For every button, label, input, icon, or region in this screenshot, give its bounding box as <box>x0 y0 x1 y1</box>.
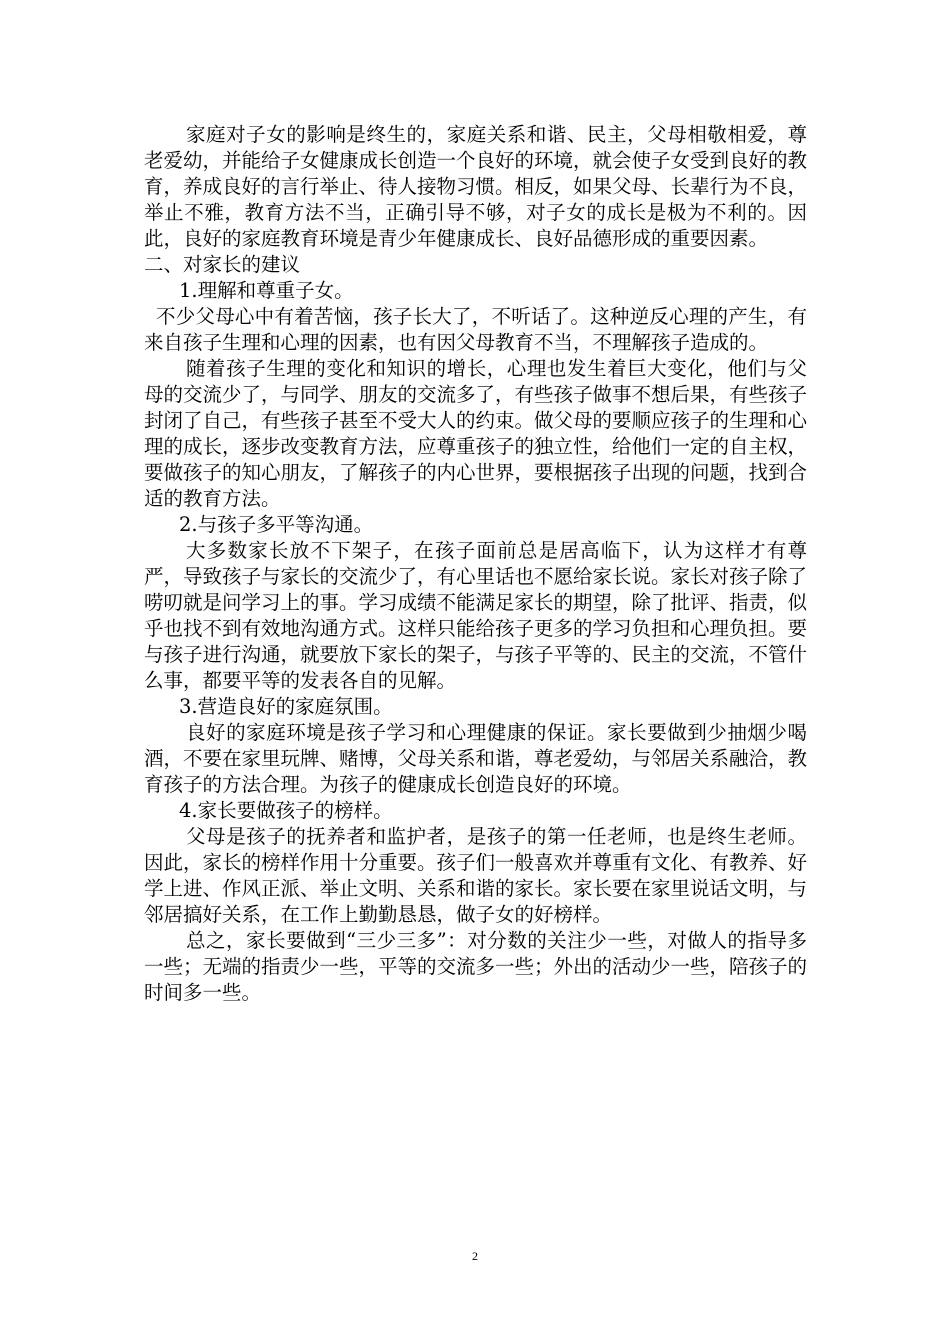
paragraph-good-environment: 良好的家庭环境是孩子学习和心理健康的保证。家长要做到少抽烟少喝酒，不要在家里玩牌、赌博，父母关系和谐，尊老爱幼，与邻居关系融洽，教育孩子的方法合理。为孩子的健康成长创造良好的环境。 <box>144 721 808 796</box>
paragraph-parents-as-teachers: 父母是孩子的抚养者和监护者，是孩子的第一任老师，也是终生老师。因此，家长的榜样作用十分重要。孩子们一般喜欢并尊重有文化、有教养、好学上进、作风正派、举止文明、关系和谐的家长。家长要在家里说话文明，与邻居搞好关系，在工作上勤勤恳恳，做子女的好榜样。 <box>144 825 808 926</box>
paragraph-conclusion: 总之，家长要做到“三少三多”：对分数的关注少一些，对做人的指导多一些；无端的指责少一些，平等的交流多一些；外出的活动少一些，陪孩子的时间多一些。 <box>144 929 808 1004</box>
paragraph-rebellious-psychology: 不少父母心中有着苦恼，孩子长大了，不听话了。这种逆反心理的产生，有来自孩子生理和心理的因素，也有因父母教育不当，不理解孩子造成的。 <box>144 305 807 354</box>
document-body <box>144 122 807 1006</box>
subheading-understand-respect: 1.理解和尊重子女。 <box>179 279 354 302</box>
paragraph-parent-attitude: 大多数家长放不下架子，在孩子面前总是居高临下，认为这样才有尊严，导致孩子与家长的交流少了，有心里话也不愿给家长说。家长对孩子除了唠叨就是问学习上的事。学习成绩不能满足家长的期望，除了批评、指责，似乎也找不到有效地沟通方式。这样只能给孩子更多的学习负担和心理负担。要与孩子进行沟通，就要放下家长的架子，与孩子平等的、民主的交流，不管什么事，都要平等的发表各自的见解。 <box>144 539 808 692</box>
subheading-equal-communication: 2.与孩子多平等沟通。 <box>179 513 374 536</box>
paragraph-family-influence: 家庭对子女的影响是终生的，家庭关系和谐、民主，父母相敬相爱，尊老爱幼，并能给子女健康成长创造一个良好的环境，就会使子女受到良好的教育，养成良好的言行举止、待人接物习惯。相反，如果父母、长辈行为不良，举止不雅，教育方法不当，正确引导不够，对子女的成长是极为不利的。因此，良好的家庭教育环境是青少年健康成长、良好品德形成的重要因素。 <box>144 123 808 250</box>
page-number: 2 <box>472 1249 478 1263</box>
subheading-family-atmosphere: 3.营造良好的家庭氛围。 <box>179 695 393 718</box>
paragraph-child-growth: 随着孩子生理的变化和知识的增长，心理也发生着巨大变化，他们与父母的交流少了，与同学、朋友的交流多了，有些孩子做事不想后果，有些孩子封闭了自己，有些孩子甚至不受大人的约束。做父母的要顺应孩子的生理和心理的成长，逐步改变教育方法，应尊重孩子的独立性，给他们一定的自主权，要做孩子的知心朋友，了解孩子的内心世界，要根据孩子出现的问题，找到合适的教育方法。 <box>144 357 808 510</box>
subheading-role-model: 4.家长要做孩子的榜样。 <box>179 799 393 822</box>
section-heading-suggestions: 二、对家长的建议 <box>144 253 301 276</box>
